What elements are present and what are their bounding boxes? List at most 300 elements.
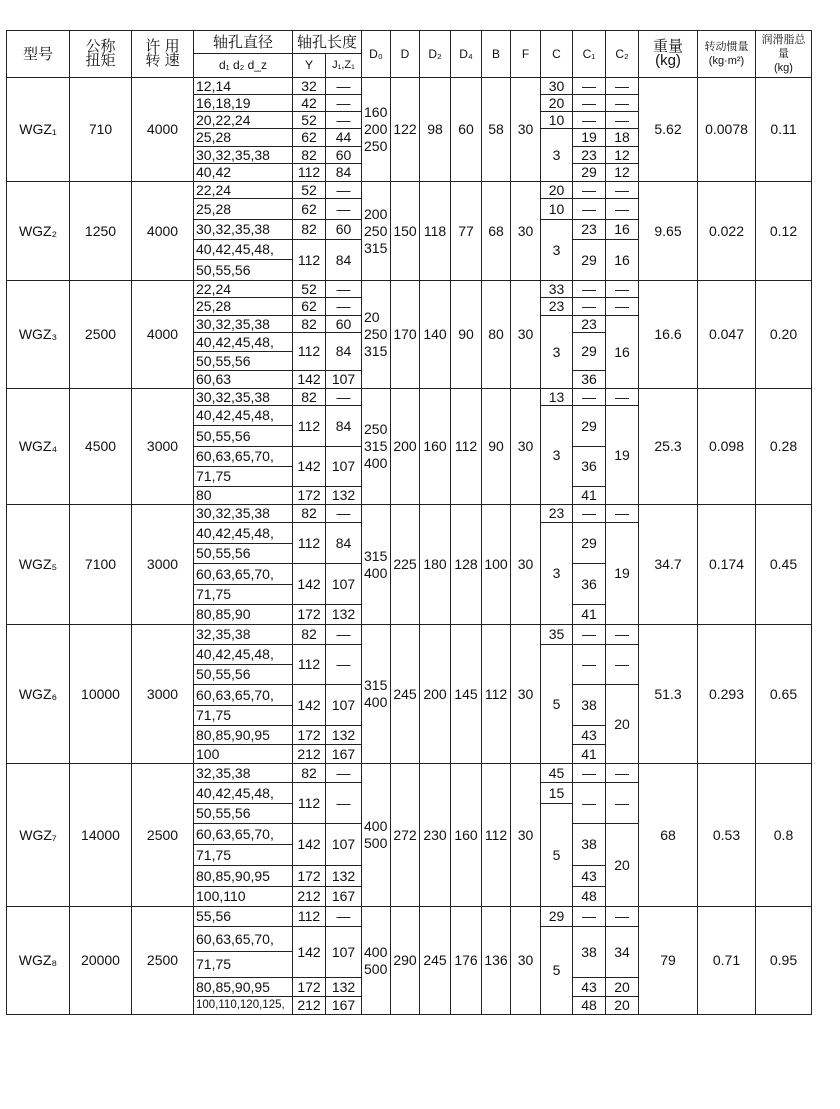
bore-length-Y-cell: 212	[293, 887, 326, 907]
D0-value: 400	[364, 943, 388, 960]
D-cell: 200	[391, 389, 420, 505]
torque-cell: 14000	[70, 764, 132, 907]
F-cell: 30	[511, 78, 541, 182]
C1-cell: 43	[573, 978, 606, 997]
C1-cell: 23	[573, 316, 606, 333]
bore-length-J1Z1-cell: —	[326, 298, 362, 316]
D0-cell	[362, 764, 391, 907]
bore-length-J1Z1-cell: —	[326, 505, 362, 523]
bore-diameter-cell: 50,55,56	[194, 665, 293, 685]
D0-cell	[362, 281, 391, 389]
bore-diameter-cell: 50,55,56	[194, 544, 293, 564]
bore-length-Y-cell: 142	[293, 447, 326, 487]
C1-cell: 29	[573, 406, 606, 447]
bore-diameter-cell: 32,35,38	[194, 764, 293, 783]
C1-cell: —	[573, 645, 606, 685]
speed-cell: 4000	[132, 281, 194, 389]
grease-cell: 0.28	[756, 389, 812, 505]
model-cell: WGZ₄	[7, 389, 70, 505]
bore-length-Y-cell: 62	[293, 199, 326, 220]
grease-cell: 0.8	[756, 764, 812, 907]
weight-cell: 79	[639, 907, 698, 1015]
bore-length-Y-cell: 82	[293, 316, 326, 333]
C-cell: 3	[541, 316, 573, 389]
bore-length-J1Z1-cell: 84	[326, 164, 362, 182]
bore-diameter-cell: 80,85,90,95	[194, 978, 293, 997]
D0-value: 20	[364, 309, 380, 325]
C2-cell: —	[606, 298, 639, 316]
D-cell: 150	[391, 182, 420, 281]
bore-length-Y-cell: 112	[293, 406, 326, 447]
bore-diameter-cell: 50,55,56	[194, 352, 293, 371]
F-cell: 30	[511, 625, 541, 764]
bore-diameter-cell: 80,85,90	[194, 605, 293, 625]
bore-length-J1Z1-cell: 107	[326, 824, 362, 866]
bore-length-Y-cell: 112	[293, 907, 326, 927]
C-cell: 3	[541, 129, 573, 182]
C2-cell: 16	[606, 220, 639, 240]
C-cell: 29	[541, 907, 573, 927]
C-cell: 5	[541, 645, 573, 764]
table-row	[7, 182, 812, 199]
C1-cell: —	[573, 78, 606, 95]
bore-length-J1Z1-cell: —	[326, 95, 362, 112]
bore-length-J1Z1-cell: 60	[326, 147, 362, 164]
D2-cell: 180	[420, 505, 451, 625]
bore-diameter-cell: 100,110	[194, 887, 293, 907]
bore-length-Y-cell: 52	[293, 112, 326, 129]
bore-length-J1Z1-cell: 84	[326, 406, 362, 447]
bore-diameter-cell: 40,42,45,48,	[194, 406, 293, 426]
bore-diameter-cell: 80,85,90,95	[194, 726, 293, 745]
bore-diameter-cell: 25,28	[194, 129, 293, 147]
D-cell: 245	[391, 625, 420, 764]
bore-diameter-cell: 80	[194, 487, 293, 505]
C1-cell: 48	[573, 887, 606, 907]
header-B: B	[482, 31, 511, 78]
C1-cell: —	[573, 95, 606, 112]
bore-length-J1Z1-cell: 107	[326, 927, 362, 978]
C2-cell: —	[606, 281, 639, 298]
D2-cell: 200	[420, 625, 451, 764]
D2-cell: 118	[420, 182, 451, 281]
D2-cell: 140	[420, 281, 451, 389]
C2-cell: 18	[606, 129, 639, 147]
grease-cell: 0.20	[756, 281, 812, 389]
weight-cell: 51.3	[639, 625, 698, 764]
D-cell: 170	[391, 281, 420, 389]
bore-diameter-cell: 60,63,65,70,	[194, 447, 293, 467]
bore-length-Y-cell: 62	[293, 298, 326, 316]
bore-diameter-cell: 40,42,45,48,	[194, 240, 293, 260]
bore-diameter-cell: 22,24	[194, 281, 293, 298]
bore-length-Y-cell: 82	[293, 220, 326, 240]
bore-length-J1Z1-cell: —	[326, 783, 362, 824]
bore-diameter-cell: 40,42,45,48,	[194, 523, 293, 544]
D0-value: 160	[364, 104, 388, 120]
model-cell: WGZ₇	[7, 764, 70, 907]
bore-length-Y-cell: 172	[293, 866, 326, 887]
bore-diameter-cell: 20,22,24	[194, 112, 293, 129]
bore-length-Y-cell: 82	[293, 505, 326, 523]
C1-cell: 38	[573, 927, 606, 978]
C2-cell: —	[606, 625, 639, 645]
bore-diameter-cell: 71,75	[194, 845, 293, 866]
D0-value: 500	[364, 835, 388, 851]
D2-cell: 98	[420, 78, 451, 182]
bore-length-Y-cell: 82	[293, 389, 326, 406]
speed-cell: 4000	[132, 182, 194, 281]
model-cell: WGZ₂	[7, 182, 70, 281]
bore-length-Y-cell: 212	[293, 997, 326, 1015]
C2-cell: —	[606, 764, 639, 783]
bore-diameter-cell: 80,85,90,95	[194, 866, 293, 887]
C2-cell: 20	[606, 997, 639, 1015]
bore-length-Y-cell: 142	[293, 824, 326, 866]
D2-cell: 160	[420, 389, 451, 505]
inertia-cell: 0.53	[698, 764, 756, 907]
bore-length-Y-cell: 142	[293, 564, 326, 605]
header-C: C	[541, 31, 573, 78]
C-cell: 5	[541, 804, 573, 907]
weight-cell: 9.65	[639, 182, 698, 281]
C2-cell: —	[606, 783, 639, 824]
C1-cell: —	[573, 505, 606, 523]
bore-diameter-cell: 50,55,56	[194, 260, 293, 281]
torque-cell: 4500	[70, 389, 132, 505]
bore-length-J1Z1-cell: —	[326, 625, 362, 645]
bore-length-Y-cell: 212	[293, 745, 326, 764]
D0-value: 400	[364, 455, 388, 471]
weight-cell: 25.3	[639, 389, 698, 505]
bore-diameter-cell: 30,32,35,38	[194, 220, 293, 240]
bore-length-Y-cell: 82	[293, 147, 326, 164]
table-row	[7, 389, 812, 406]
D0-value: 250	[364, 138, 388, 154]
bore-length-Y-cell: 52	[293, 281, 326, 298]
inertia-cell: 0.71	[698, 907, 756, 1015]
F-cell: 30	[511, 505, 541, 625]
header-C1: C₁	[573, 31, 606, 78]
D0-cell	[362, 389, 391, 505]
table-row	[7, 281, 812, 298]
D0-cell	[362, 505, 391, 625]
bore-length-J1Z1-cell: 132	[326, 726, 362, 745]
header-bore-diameter: 轴孔直径	[194, 31, 293, 54]
D0-cell	[362, 907, 391, 1015]
D0-value: 200	[364, 205, 388, 222]
bore-diameter-cell: 30,32,35,38	[194, 505, 293, 523]
D4-cell: 112	[451, 389, 482, 505]
D4-cell: 176	[451, 907, 482, 1015]
bore-length-J1Z1-cell: 107	[326, 564, 362, 605]
bore-diameter-cell: 100,110,120,125,	[194, 997, 293, 1015]
speed-cell: 3000	[132, 505, 194, 625]
header-allowable-speed: 许 用 转 速	[132, 31, 194, 78]
grease-cell: 0.12	[756, 182, 812, 281]
D2-cell: 245	[420, 907, 451, 1015]
C-cell: 10	[541, 112, 573, 129]
header-weight: 重量 (kg)	[639, 31, 698, 78]
C-cell: 20	[541, 182, 573, 199]
bore-length-J1Z1-cell: 167	[326, 997, 362, 1015]
bore-length-Y-cell: 142	[293, 927, 326, 978]
inertia-cell: 0.047	[698, 281, 756, 389]
speed-cell: 3000	[132, 625, 194, 764]
bore-length-Y-cell: 112	[293, 645, 326, 685]
C-cell: 45	[541, 764, 573, 783]
model-cell: WGZ₅	[7, 505, 70, 625]
bore-length-Y-cell: 52	[293, 182, 326, 199]
C2-cell: 20	[606, 824, 639, 907]
torque-cell: 10000	[70, 625, 132, 764]
inertia-cell: 0.098	[698, 389, 756, 505]
bore-length-J1Z1-cell: 84	[326, 240, 362, 281]
C2-cell: 20	[606, 685, 639, 764]
C2-cell: —	[606, 95, 639, 112]
bore-diameter-cell: 71,75	[194, 952, 293, 978]
bore-diameter-cell: 71,75	[194, 706, 293, 726]
C1-cell: 38	[573, 824, 606, 866]
C-cell: 33	[541, 281, 573, 298]
bore-diameter-cell: 60,63,65,70,	[194, 927, 293, 952]
grease-cell: 0.95	[756, 907, 812, 1015]
C1-cell: 19	[573, 129, 606, 147]
header-bore-length: 轴孔长度	[293, 31, 362, 54]
C1-cell: —	[573, 783, 606, 824]
D0-value: 250	[364, 326, 388, 342]
C-cell: 23	[541, 298, 573, 316]
torque-cell: 7100	[70, 505, 132, 625]
bore-length-J1Z1-cell: 107	[326, 685, 362, 726]
model-cell: WGZ₁	[7, 78, 70, 182]
bore-diameter-cell: 60,63,65,70,	[194, 685, 293, 706]
D4-cell: 60	[451, 78, 482, 182]
weight-cell: 16.6	[639, 281, 698, 389]
D0-value: 315	[364, 343, 388, 359]
speed-cell: 3000	[132, 389, 194, 505]
C1-cell: 36	[573, 447, 606, 487]
D0-cell	[362, 625, 391, 764]
C2-cell: 16	[606, 316, 639, 389]
table-row	[7, 907, 812, 927]
bore-length-Y-cell: 112	[293, 783, 326, 824]
C2-cell: 19	[606, 406, 639, 505]
weight-cell: 68	[639, 764, 698, 907]
C-cell: 30	[541, 78, 573, 95]
C1-cell: —	[573, 199, 606, 220]
bore-length-J1Z1-cell: 167	[326, 745, 362, 764]
grease-cell: 0.65	[756, 625, 812, 764]
table-row	[7, 764, 812, 783]
C1-cell: —	[573, 182, 606, 199]
inertia-cell: 0.293	[698, 625, 756, 764]
C2-cell: —	[606, 182, 639, 199]
C2-cell: —	[606, 199, 639, 220]
B-cell: 112	[482, 764, 511, 907]
bore-length-J1Z1-cell: 132	[326, 605, 362, 625]
F-cell: 30	[511, 389, 541, 505]
D0-value: 400	[364, 818, 388, 834]
bore-length-Y-cell: 42	[293, 95, 326, 112]
bore-diameter-cell: 55,56	[194, 907, 293, 927]
header-Y: Y	[293, 54, 326, 78]
header-D0: D₀	[362, 31, 391, 78]
bore-length-J1Z1-cell: —	[326, 182, 362, 199]
B-cell: 100	[482, 505, 511, 625]
bore-length-J1Z1-cell: —	[326, 281, 362, 298]
bore-diameter-cell: 16,18,19	[194, 95, 293, 112]
C2-cell: 12	[606, 147, 639, 164]
bore-length-J1Z1-cell: —	[326, 78, 362, 95]
B-cell: 80	[482, 281, 511, 389]
bore-length-Y-cell: 142	[293, 685, 326, 726]
C1-cell: 29	[573, 240, 606, 281]
bore-length-Y-cell: 112	[293, 164, 326, 182]
header-D2: D₂	[420, 31, 451, 78]
D0-value: 400	[364, 694, 388, 710]
D2-cell: 230	[420, 764, 451, 907]
C1-cell: 36	[573, 371, 606, 389]
torque-cell: 20000	[70, 907, 132, 1015]
C1-cell: 41	[573, 745, 606, 764]
bore-length-Y-cell: 112	[293, 240, 326, 281]
bore-length-J1Z1-cell: 60	[326, 316, 362, 333]
D0-value: 400	[364, 564, 388, 581]
C-cell: 20	[541, 95, 573, 112]
D0-value: 315	[364, 239, 388, 256]
C-cell: 3	[541, 523, 573, 625]
C1-cell: —	[573, 625, 606, 645]
bore-length-J1Z1-cell: 107	[326, 371, 362, 389]
C1-cell: 38	[573, 685, 606, 726]
header-J1Z1: J₁,Z₁	[326, 54, 362, 78]
B-cell: 68	[482, 182, 511, 281]
bore-length-J1Z1-cell: 107	[326, 447, 362, 487]
table-row	[7, 78, 812, 95]
C-cell: 35	[541, 625, 573, 645]
D0-cell	[362, 78, 391, 182]
bore-diameter-cell: 25,28	[194, 298, 293, 316]
bore-length-Y-cell: 172	[293, 978, 326, 997]
C2-cell: —	[606, 645, 639, 685]
D0-value: 500	[364, 960, 388, 977]
D-cell: 122	[391, 78, 420, 182]
C1-cell: 41	[573, 487, 606, 505]
bore-diameter-cell: 71,75	[194, 467, 293, 487]
header-inertia: 转动惯量 (kg·m²)	[698, 31, 756, 78]
weight-cell: 5.62	[639, 78, 698, 182]
bore-length-Y-cell: 112	[293, 333, 326, 371]
C1-cell: —	[573, 281, 606, 298]
bore-length-J1Z1-cell: —	[326, 645, 362, 685]
bore-length-Y-cell: 32	[293, 78, 326, 95]
B-cell: 90	[482, 389, 511, 505]
model-cell: WGZ₈	[7, 907, 70, 1015]
bore-length-Y-cell: 172	[293, 487, 326, 505]
C-cell: 13	[541, 389, 573, 406]
header-grease: 润滑脂总量 (kg)	[756, 31, 812, 78]
bore-diameter-cell: 25,28	[194, 199, 293, 220]
D4-cell: 77	[451, 182, 482, 281]
header-C2: C₂	[606, 31, 639, 78]
bore-length-Y-cell: 172	[293, 726, 326, 745]
bore-length-J1Z1-cell: —	[326, 389, 362, 406]
bore-length-Y-cell: 112	[293, 523, 326, 564]
C2-cell: 34	[606, 927, 639, 978]
speed-cell: 2500	[132, 764, 194, 907]
bore-diameter-cell: 30,32,35,38	[194, 147, 293, 164]
bore-diameter-cell: 32,35,38	[194, 625, 293, 645]
header-nominal-torque: 公称 扭矩	[70, 31, 132, 78]
bore-length-J1Z1-cell: —	[326, 907, 362, 927]
bore-diameter-cell: 60,63	[194, 371, 293, 389]
inertia-cell: 0.0078	[698, 78, 756, 182]
bore-length-J1Z1-cell: 60	[326, 220, 362, 240]
header-bore-diameter-symbols: d₁ d₂ d_z	[194, 54, 293, 78]
coupling-spec-table	[6, 30, 812, 1015]
table-body	[7, 31, 812, 1015]
D0-value: 250	[364, 222, 388, 239]
C1-cell: 41	[573, 605, 606, 625]
bore-length-Y-cell: 62	[293, 129, 326, 147]
C1-cell: 48	[573, 997, 606, 1015]
C-cell: 15	[541, 783, 573, 804]
D-cell: 290	[391, 907, 420, 1015]
C1-cell: 43	[573, 726, 606, 745]
bore-diameter-cell: 40,42	[194, 164, 293, 182]
C1-cell: 29	[573, 333, 606, 371]
bore-diameter-cell: 22,24	[194, 182, 293, 199]
header-model: 型号	[7, 31, 70, 78]
bore-length-Y-cell: 82	[293, 625, 326, 645]
bore-diameter-cell: 100	[194, 745, 293, 764]
model-cell: WGZ₆	[7, 625, 70, 764]
bore-length-J1Z1-cell: 132	[326, 487, 362, 505]
bore-diameter-cell: 30,32,35,38	[194, 389, 293, 406]
C-cell: 23	[541, 505, 573, 523]
D4-cell: 160	[451, 764, 482, 907]
C2-cell: —	[606, 78, 639, 95]
D0-value: 315	[364, 547, 388, 564]
bore-diameter-cell: 60,63,65,70,	[194, 824, 293, 845]
bore-length-J1Z1-cell: —	[326, 764, 362, 783]
C1-cell: —	[573, 389, 606, 406]
header-D4: D₄	[451, 31, 482, 78]
D0-value: 315	[364, 677, 388, 693]
torque-cell: 710	[70, 78, 132, 182]
C2-cell: —	[606, 112, 639, 129]
C2-cell: —	[606, 907, 639, 927]
bore-length-J1Z1-cell: —	[326, 112, 362, 129]
D0-value: 250	[364, 421, 388, 437]
F-cell: 30	[511, 764, 541, 907]
D0-value: 200	[364, 121, 388, 137]
bore-diameter-cell: 30,32,35,38	[194, 316, 293, 333]
C2-cell: 19	[606, 523, 639, 625]
B-cell: 58	[482, 78, 511, 182]
bore-diameter-cell: 50,55,56	[194, 804, 293, 824]
inertia-cell: 0.174	[698, 505, 756, 625]
C1-cell: 23	[573, 147, 606, 164]
C-cell: 5	[541, 927, 573, 1015]
header-F: F	[511, 31, 541, 78]
C-cell: 3	[541, 220, 573, 281]
C1-cell: 29	[573, 523, 606, 564]
bore-diameter-cell: 60,63,65,70,	[194, 564, 293, 585]
bore-length-Y-cell: 142	[293, 371, 326, 389]
bore-diameter-cell: 40,42,45,48,	[194, 333, 293, 352]
